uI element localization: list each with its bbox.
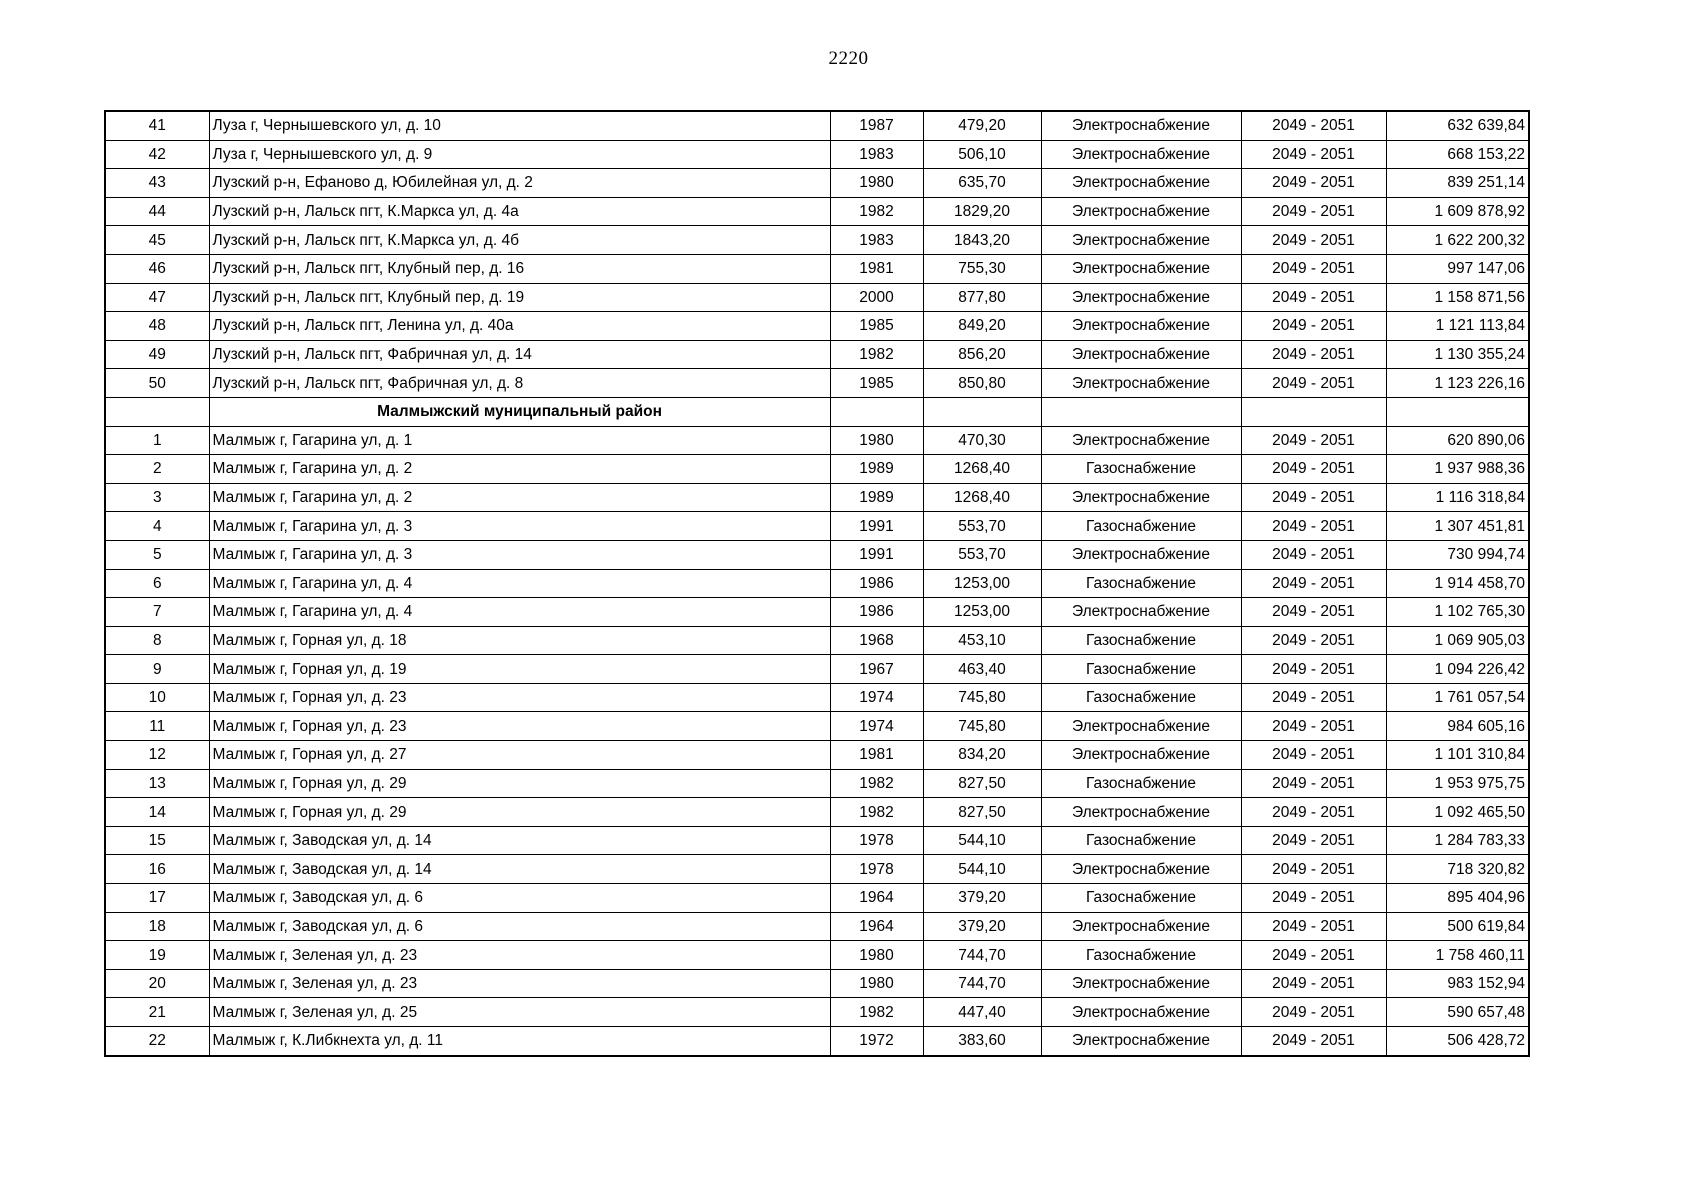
area-cell: 745,80	[923, 712, 1041, 741]
area-cell: 827,50	[923, 798, 1041, 827]
row-number: 11	[105, 712, 209, 741]
row-number: 20	[105, 969, 209, 998]
row-number: 17	[105, 884, 209, 913]
row-number: 44	[105, 197, 209, 226]
row-number: 18	[105, 912, 209, 941]
year-built-cell: 1964	[830, 884, 923, 913]
cost-cell: 1 123 226,16	[1386, 369, 1529, 398]
area-cell: 383,60	[923, 1027, 1041, 1056]
cost-cell: 1 609 878,92	[1386, 197, 1529, 226]
service-type-cell: Электроснабжение	[1041, 741, 1241, 770]
cost-cell: 500 619,84	[1386, 912, 1529, 941]
table-row	[105, 941, 1529, 970]
service-type-cell: Газоснабжение	[1041, 626, 1241, 655]
area-cell: 1829,20	[923, 197, 1041, 226]
row-number: 21	[105, 998, 209, 1027]
area-cell: 463,40	[923, 655, 1041, 684]
table-row	[105, 884, 1529, 913]
area-cell: 553,70	[923, 540, 1041, 569]
repair-period-cell: 2049 - 2051	[1241, 912, 1386, 941]
cost-cell: 718 320,82	[1386, 855, 1529, 884]
year-built-cell: 2000	[830, 283, 923, 312]
area-cell: 379,20	[923, 884, 1041, 913]
area-cell: 877,80	[923, 283, 1041, 312]
table-row	[105, 455, 1529, 484]
repair-period-cell: 2049 - 2051	[1241, 569, 1386, 598]
service-type-cell: Газоснабжение	[1041, 826, 1241, 855]
address-cell: Малмыж г, Зеленая ул, д. 23	[209, 941, 830, 970]
row-number: 16	[105, 855, 209, 884]
year-built-cell: 1980	[830, 969, 923, 998]
row-number: 1	[105, 426, 209, 455]
year-built-cell: 1978	[830, 855, 923, 884]
row-number: 42	[105, 140, 209, 169]
area-cell: 447,40	[923, 998, 1041, 1027]
row-number: 15	[105, 826, 209, 855]
service-type-cell: Газоснабжение	[1041, 683, 1241, 712]
repair-period-cell: 2049 - 2051	[1241, 540, 1386, 569]
table-row	[105, 111, 1529, 140]
table-row	[105, 426, 1529, 455]
address-cell: Лузский р-н, Лальск пгт, Клубный пер, д. 16	[209, 254, 830, 283]
repair-period-cell: 2049 - 2051	[1241, 626, 1386, 655]
repair-period-cell: 2049 - 2051	[1241, 1027, 1386, 1056]
address-cell: Малмыж г, Гагарина ул, д. 2	[209, 455, 830, 484]
service-type-cell: Электроснабжение	[1041, 483, 1241, 512]
repair-period-cell: 2049 - 2051	[1241, 884, 1386, 913]
year-built-cell: 1987	[830, 111, 923, 140]
table-row	[105, 512, 1529, 541]
repair-period-cell: 2049 - 2051	[1241, 741, 1386, 770]
repair-period-cell: 2049 - 2051	[1241, 998, 1386, 1027]
address-cell: Лузский р-н, Лальск пгт, Ленина ул, д. 40а	[209, 312, 830, 341]
area-cell: 635,70	[923, 169, 1041, 198]
repair-period-cell: 2049 - 2051	[1241, 683, 1386, 712]
area-cell: 453,10	[923, 626, 1041, 655]
repair-period-cell: 2049 - 2051	[1241, 140, 1386, 169]
year-built-cell: 1968	[830, 626, 923, 655]
cost-cell: 1 937 988,36	[1386, 455, 1529, 484]
area-cell: 849,20	[923, 312, 1041, 341]
row-number: 45	[105, 226, 209, 255]
address-cell: Малмыж г, Гагарина ул, д. 1	[209, 426, 830, 455]
table-row	[105, 798, 1529, 827]
year-built-cell: 1989	[830, 483, 923, 512]
area-cell: 479,20	[923, 111, 1041, 140]
service-type-cell: Электроснабжение	[1041, 855, 1241, 884]
area-cell: 553,70	[923, 512, 1041, 541]
cost-cell: 620 890,06	[1386, 426, 1529, 455]
year-built-cell: 1980	[830, 169, 923, 198]
repair-period-cell: 2049 - 2051	[1241, 969, 1386, 998]
area-cell: 1268,40	[923, 483, 1041, 512]
row-number: 41	[105, 111, 209, 140]
service-type-cell: Газоснабжение	[1041, 769, 1241, 798]
address-cell: Малмыж г, Заводская ул, д. 6	[209, 884, 830, 913]
cost-cell: 590 657,48	[1386, 998, 1529, 1027]
repair-period-cell: 2049 - 2051	[1241, 769, 1386, 798]
table-row	[105, 998, 1529, 1027]
year-built-cell: 1986	[830, 598, 923, 627]
cost-cell: 506 428,72	[1386, 1027, 1529, 1056]
address-cell: Малмыж г, Гагарина ул, д. 3	[209, 540, 830, 569]
address-cell: Малмыж г, Зеленая ул, д. 23	[209, 969, 830, 998]
year-built-cell: 1980	[830, 941, 923, 970]
area-cell: 1253,00	[923, 569, 1041, 598]
address-cell: Малмыж г, Гагарина ул, д. 3	[209, 512, 830, 541]
row-number: 50	[105, 369, 209, 398]
table-row	[105, 283, 1529, 312]
repair-period-cell: 2049 - 2051	[1241, 826, 1386, 855]
address-cell: Малмыж г, Горная ул, д. 23	[209, 712, 830, 741]
row-number: 13	[105, 769, 209, 798]
registry-table-body	[105, 111, 1529, 1056]
row-number: 6	[105, 569, 209, 598]
area-cell: 856,20	[923, 340, 1041, 369]
repair-period-cell: 2049 - 2051	[1241, 855, 1386, 884]
repair-period-cell: 2049 - 2051	[1241, 941, 1386, 970]
year-built-cell: 1974	[830, 683, 923, 712]
table-row	[105, 312, 1529, 341]
year-built-cell: 1981	[830, 254, 923, 283]
year-built-cell: 1978	[830, 826, 923, 855]
address-cell: Лузский р-н, Лальск пгт, Фабричная ул, д. 14	[209, 340, 830, 369]
address-cell: Малмыж г, Гагарина ул, д. 2	[209, 483, 830, 512]
address-cell: Лузский р-н, Лальск пгт, Фабричная ул, д. 8	[209, 369, 830, 398]
cost-cell: 1 953 975,75	[1386, 769, 1529, 798]
service-type-cell: Электроснабжение	[1041, 226, 1241, 255]
section-empty-cell	[923, 397, 1041, 426]
year-built-cell: 1985	[830, 369, 923, 398]
repair-period-cell: 2049 - 2051	[1241, 483, 1386, 512]
row-number: 19	[105, 941, 209, 970]
cost-cell: 984 605,16	[1386, 712, 1529, 741]
table-row	[105, 626, 1529, 655]
service-type-cell: Газоснабжение	[1041, 655, 1241, 684]
area-cell: 1253,00	[923, 598, 1041, 627]
area-cell: 827,50	[923, 769, 1041, 798]
year-built-cell: 1974	[830, 712, 923, 741]
area-cell: 379,20	[923, 912, 1041, 941]
table-row	[105, 826, 1529, 855]
repair-period-cell: 2049 - 2051	[1241, 169, 1386, 198]
repair-period-cell: 2049 - 2051	[1241, 254, 1386, 283]
table-row	[105, 140, 1529, 169]
service-type-cell: Электроснабжение	[1041, 197, 1241, 226]
area-cell: 1268,40	[923, 455, 1041, 484]
cost-cell: 632 639,84	[1386, 111, 1529, 140]
row-number: 3	[105, 483, 209, 512]
year-built-cell: 1983	[830, 226, 923, 255]
area-cell: 745,80	[923, 683, 1041, 712]
service-type-cell: Электроснабжение	[1041, 798, 1241, 827]
area-cell: 1843,20	[923, 226, 1041, 255]
row-number: 7	[105, 598, 209, 627]
service-type-cell: Электроснабжение	[1041, 312, 1241, 341]
year-built-cell: 1981	[830, 741, 923, 770]
row-number: 49	[105, 340, 209, 369]
table-row	[105, 540, 1529, 569]
cost-cell: 895 404,96	[1386, 884, 1529, 913]
area-cell: 755,30	[923, 254, 1041, 283]
address-cell: Малмыж г, Зеленая ул, д. 25	[209, 998, 830, 1027]
year-built-cell: 1982	[830, 197, 923, 226]
repair-period-cell: 2049 - 2051	[1241, 512, 1386, 541]
repair-period-cell: 2049 - 2051	[1241, 111, 1386, 140]
cost-cell: 1 761 057,54	[1386, 683, 1529, 712]
cost-cell: 1 130 355,24	[1386, 340, 1529, 369]
row-number: 46	[105, 254, 209, 283]
address-cell: Малмыж г, Горная ул, д. 29	[209, 769, 830, 798]
service-type-cell: Электроснабжение	[1041, 540, 1241, 569]
registry-table	[104, 110, 1530, 1057]
year-built-cell: 1982	[830, 798, 923, 827]
address-cell: Малмыж г, Горная ул, д. 27	[209, 741, 830, 770]
area-cell: 470,30	[923, 426, 1041, 455]
table-row	[105, 598, 1529, 627]
row-number: 5	[105, 540, 209, 569]
year-built-cell: 1986	[830, 569, 923, 598]
year-built-cell: 1983	[830, 140, 923, 169]
repair-period-cell: 2049 - 2051	[1241, 798, 1386, 827]
year-built-cell: 1991	[830, 512, 923, 541]
year-built-cell: 1982	[830, 769, 923, 798]
repair-period-cell: 2049 - 2051	[1241, 226, 1386, 255]
address-cell: Малмыж г, Горная ул, д. 19	[209, 655, 830, 684]
area-cell: 544,10	[923, 826, 1041, 855]
year-built-cell: 1980	[830, 426, 923, 455]
table-row	[105, 741, 1529, 770]
table-row	[105, 769, 1529, 798]
row-number: 8	[105, 626, 209, 655]
section-empty-cell	[105, 397, 209, 426]
address-cell: Малмыж г, Гагарина ул, д. 4	[209, 569, 830, 598]
cost-cell: 1 092 465,50	[1386, 798, 1529, 827]
year-built-cell: 1964	[830, 912, 923, 941]
row-number: 48	[105, 312, 209, 341]
address-cell: Лузский р-н, Лальск пгт, Клубный пер, д. 19	[209, 283, 830, 312]
year-built-cell: 1991	[830, 540, 923, 569]
table-row	[105, 226, 1529, 255]
section-empty-cell	[1386, 397, 1529, 426]
address-cell: Малмыж г, Горная ул, д. 29	[209, 798, 830, 827]
cost-cell: 1 914 458,70	[1386, 569, 1529, 598]
service-type-cell: Газоснабжение	[1041, 941, 1241, 970]
table-row	[105, 254, 1529, 283]
section-empty-cell	[1041, 397, 1241, 426]
service-type-cell: Электроснабжение	[1041, 369, 1241, 398]
repair-period-cell: 2049 - 2051	[1241, 283, 1386, 312]
repair-period-cell: 2049 - 2051	[1241, 598, 1386, 627]
table-row	[105, 483, 1529, 512]
cost-cell: 1 758 460,11	[1386, 941, 1529, 970]
row-number: 47	[105, 283, 209, 312]
table-row	[105, 683, 1529, 712]
cost-cell: 997 147,06	[1386, 254, 1529, 283]
year-built-cell: 1985	[830, 312, 923, 341]
row-number: 4	[105, 512, 209, 541]
year-built-cell: 1989	[830, 455, 923, 484]
service-type-cell: Газоснабжение	[1041, 884, 1241, 913]
address-cell: Малмыж г, Заводская ул, д. 6	[209, 912, 830, 941]
address-cell: Луза г, Чернышевского ул, д. 10	[209, 111, 830, 140]
row-number: 2	[105, 455, 209, 484]
service-type-cell: Электроснабжение	[1041, 340, 1241, 369]
address-cell: Лузский р-н, Лальск пгт, К.Маркса ул, д. 4б	[209, 226, 830, 255]
address-cell: Луза г, Чернышевского ул, д. 9	[209, 140, 830, 169]
table-row	[105, 340, 1529, 369]
table-row	[105, 197, 1529, 226]
address-cell: Малмыж г, Заводская ул, д. 14	[209, 855, 830, 884]
repair-period-cell: 2049 - 2051	[1241, 340, 1386, 369]
area-cell: 506,10	[923, 140, 1041, 169]
row-number: 9	[105, 655, 209, 684]
area-cell: 744,70	[923, 969, 1041, 998]
section-empty-cell	[830, 397, 923, 426]
repair-period-cell: 2049 - 2051	[1241, 455, 1386, 484]
section-empty-cell	[1241, 397, 1386, 426]
service-type-cell: Электроснабжение	[1041, 283, 1241, 312]
cost-cell: 1 622 200,32	[1386, 226, 1529, 255]
cost-cell: 1 069 905,03	[1386, 626, 1529, 655]
service-type-cell: Электроснабжение	[1041, 998, 1241, 1027]
repair-period-cell: 2049 - 2051	[1241, 197, 1386, 226]
table-row	[105, 855, 1529, 884]
area-cell: 544,10	[923, 855, 1041, 884]
repair-period-cell: 2049 - 2051	[1241, 655, 1386, 684]
cost-cell: 1 121 113,84	[1386, 312, 1529, 341]
service-type-cell: Электроснабжение	[1041, 426, 1241, 455]
service-type-cell: Электроснабжение	[1041, 912, 1241, 941]
address-cell: Лузский р-н, Ефаново д, Юбилейная ул, д. 2	[209, 169, 830, 198]
cost-cell: 1 102 765,30	[1386, 598, 1529, 627]
table-row	[105, 969, 1529, 998]
area-cell: 850,80	[923, 369, 1041, 398]
table-row	[105, 912, 1529, 941]
cost-cell: 1 158 871,56	[1386, 283, 1529, 312]
table-row	[105, 712, 1529, 741]
service-type-cell: Газоснабжение	[1041, 512, 1241, 541]
address-cell: Малмыж г, Горная ул, д. 23	[209, 683, 830, 712]
row-number: 14	[105, 798, 209, 827]
year-built-cell: 1967	[830, 655, 923, 684]
table-row	[105, 569, 1529, 598]
address-cell: Малмыж г, Заводская ул, д. 14	[209, 826, 830, 855]
service-type-cell: Газоснабжение	[1041, 569, 1241, 598]
area-cell: 744,70	[923, 941, 1041, 970]
year-built-cell: 1982	[830, 998, 923, 1027]
address-cell: Лузский р-н, Лальск пгт, К.Маркса ул, д. 4а	[209, 197, 830, 226]
address-cell: Малмыж г, Гагарина ул, д. 4	[209, 598, 830, 627]
repair-period-cell: 2049 - 2051	[1241, 712, 1386, 741]
row-number: 12	[105, 741, 209, 770]
table-row	[105, 169, 1529, 198]
cost-cell: 839 251,14	[1386, 169, 1529, 198]
address-cell: Малмыж г, Горная ул, д. 18	[209, 626, 830, 655]
table-row	[105, 369, 1529, 398]
service-type-cell: Электроснабжение	[1041, 254, 1241, 283]
cost-cell: 668 153,22	[1386, 140, 1529, 169]
table-row	[105, 655, 1529, 684]
service-type-cell: Газоснабжение	[1041, 455, 1241, 484]
address-cell: Малмыж г, К.Либкнехта ул, д. 11	[209, 1027, 830, 1056]
area-cell: 834,20	[923, 741, 1041, 770]
row-number: 10	[105, 683, 209, 712]
section-title: Малмыжский муниципальный район	[209, 397, 830, 426]
year-built-cell: 1982	[830, 340, 923, 369]
cost-cell: 983 152,94	[1386, 969, 1529, 998]
service-type-cell: Электроснабжение	[1041, 169, 1241, 198]
section-row	[105, 397, 1529, 426]
table-row	[105, 1027, 1529, 1056]
service-type-cell: Электроснабжение	[1041, 969, 1241, 998]
repair-period-cell: 2049 - 2051	[1241, 426, 1386, 455]
row-number: 43	[105, 169, 209, 198]
cost-cell: 1 101 310,84	[1386, 741, 1529, 770]
page-number: 2220	[828, 48, 869, 69]
service-type-cell: Электроснабжение	[1041, 712, 1241, 741]
repair-period-cell: 2049 - 2051	[1241, 312, 1386, 341]
cost-cell: 1 284 783,33	[1386, 826, 1529, 855]
service-type-cell: Электроснабжение	[1041, 111, 1241, 140]
cost-cell: 730 994,74	[1386, 540, 1529, 569]
row-number: 22	[105, 1027, 209, 1056]
service-type-cell: Электроснабжение	[1041, 140, 1241, 169]
service-type-cell: Электроснабжение	[1041, 598, 1241, 627]
cost-cell: 1 307 451,81	[1386, 512, 1529, 541]
repair-period-cell: 2049 - 2051	[1241, 369, 1386, 398]
year-built-cell: 1972	[830, 1027, 923, 1056]
cost-cell: 1 116 318,84	[1386, 483, 1529, 512]
service-type-cell: Электроснабжение	[1041, 1027, 1241, 1056]
cost-cell: 1 094 226,42	[1386, 655, 1529, 684]
